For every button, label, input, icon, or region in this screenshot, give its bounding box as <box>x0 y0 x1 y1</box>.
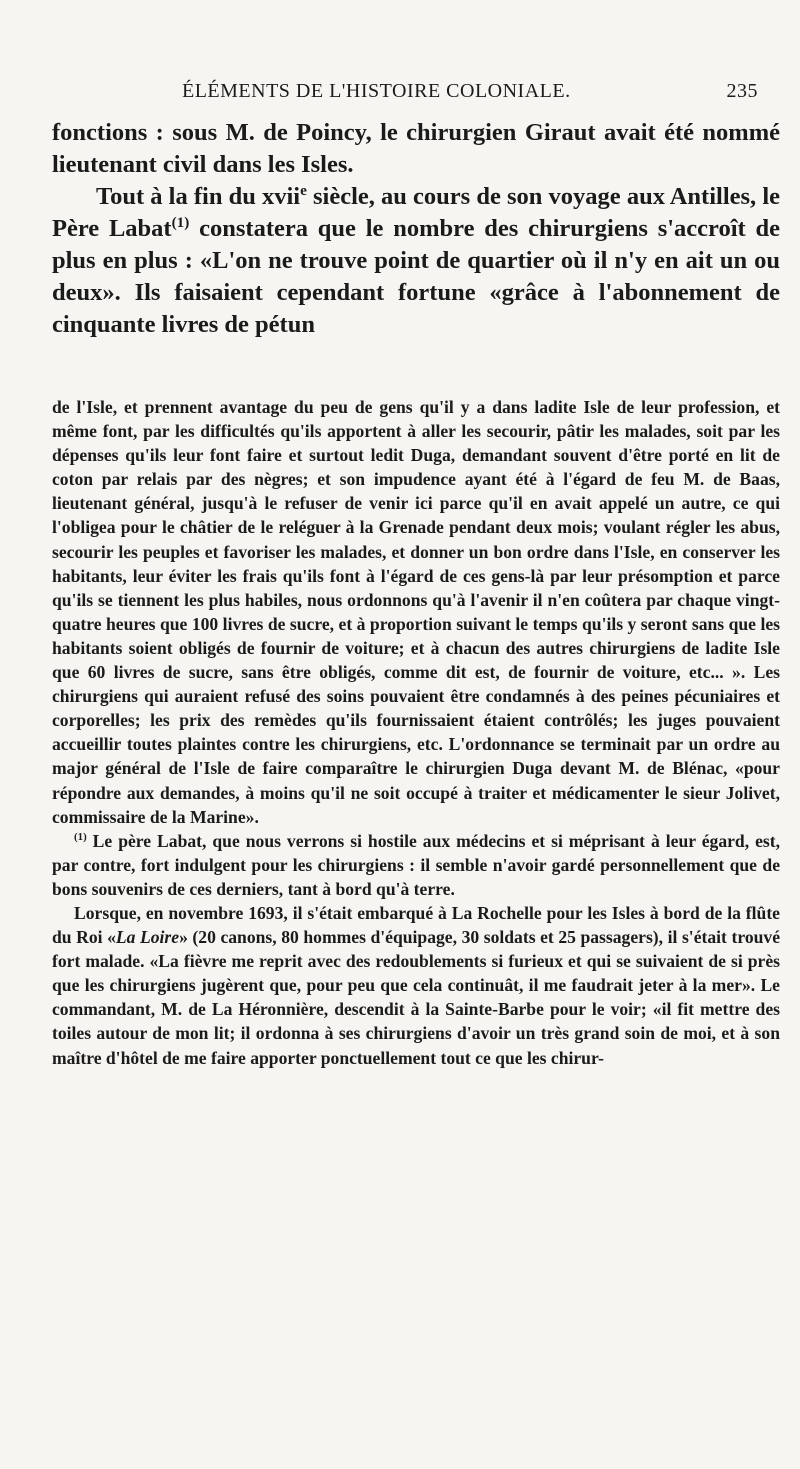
main-paragraph-2-start: Tout à la fin du xvii <box>96 183 301 210</box>
footnote-reference-1: (1) <box>171 213 190 231</box>
footnote-continuation <box>52 395 780 829</box>
footnotes <box>52 395 780 1070</box>
running-title: ÉLÉMENTS DE L'HISTOIRE COLONIALE. <box>182 80 571 102</box>
footnote-1-text: Le père Labat, que nous verrons si hostile aux médecins et si méprisant à leur égard, est, par contre, fort indulgent pour les chirurgiens : il semble n'avoir gardé personnellement que de bons souvenirs de ces derniers, tant à bord qu'à terre. <box>52 830 780 899</box>
ordinal-superscript: e <box>300 181 307 199</box>
main-text <box>52 117 780 341</box>
ship-name: La Loire <box>115 927 180 948</box>
footnote-1-marker: (1) <box>74 830 87 843</box>
footnote-1 <box>52 829 780 901</box>
main-paragraph-2-middle: siècle, au cours de son voyage aux Antilles, le Père Labat <box>52 183 780 242</box>
footnote-1b-start: Lorsque, en novembre 1693, il s'était embarqué à La Rochelle pour les Isles à bord de la flûte du Roi « <box>52 902 780 948</box>
footnote-continuation-text: de l'Isle, et prennent avantage du peu de gens qu'il y a dans ladite Isle de leur profession, et même font, par les difficultés qu'ils apportent à aller les secourir, pâtir les malades, soit par les dépenses qu'ils leur font faire et surtout ledit Duga, demandant souvent d'être porté en lit de coton par relais par des nègres; et son impudence ayant été à l'égard de feu M. de Baas, lieutenant général, jusqu'à le refuser de venir ici parce qu'il en avait appelé un autre, ce qui l'obligea pour le châtier de le reléguer à la Grenade pendant deux mois; voulant régler les abus, secourir les peuples et favoriser les malades, et donner un bon ordre dans l'Isle, en conserver les habitants, leur éviter les frais qu'ils font à l'égard de ces gens-là par leur présomption et parce qu'ils se tiennent les plus habiles, nous ordonnons qu'à l'avenir il n'en coûtera par chaque vingt-quatre heures que 100 livres de sucre, et à proportion suivant le temps qu'ils y seront sans que les habitants soient obligés de fournir de voiture; et à chacun des autres chirurgiens de ladite Isle que 60 livres de sucre, sans être obligés, comme dit est, de fournir de voiture, etc... ». Les chirurgiens qui auraient refusé des soins pouvaient être condamnés à des peines pécuniaires et corporelles; les prix des remèdes qu'ils fournissaient étaient contrôlés; les juges pouvaient accueillir toutes plaintes contre les chirurgiens, etc. L'ordonnance se terminait par un ordre au major général de l'Isle de faire comparaître le chirurgien Duga devant M. de Blénac, «pour répondre aux demandes, à moins qu'il ne soit occupé à traiter et médicamenter le sieur Jolivet, commissaire de la Marine». <box>52 397 780 827</box>
page-header <box>52 80 770 108</box>
page-number: 235 <box>726 80 758 102</box>
footnote-1-continued <box>52 901 780 1070</box>
main-paragraph-1 <box>52 117 780 181</box>
footnote-1b-end: » (20 canons, 80 hommes d'équipage, 30 soldats et 25 passagers), il s'était trouvé fort malade. «La fièvre me reprit avec des redoublements si furieux et qui se suivaient de si près que les chirurgiens jugèrent que, pour peu que cela continuât, il me faudrait jeter à la mer». Le commandant, M. de La Héronnière, descendit à la Sainte-Barbe pour le voir; «il fit mettre des toiles autour de mon lit; il ordonna à ses chirurgiens d'avoir un très grand soin de moi, et à son maître d'hôtel de me faire apporter ponctuellement tout ce que les chirur- <box>52 927 781 1068</box>
main-paragraph-1-text: fonctions : sous M. de Poincy, le chirurgien Giraut avait été nommé lieutenant civil dans les Isles. <box>52 119 780 178</box>
main-paragraph-2-end: constatera que le nombre des chirurgiens s'accroît de plus en plus : «L'on ne trouve point de quartier où il n'y en ait un ou deux». Ils faisaient cependant fortune «grâce à l'abonnement de cinquante livres de pétun <box>52 215 780 338</box>
main-paragraph-2 <box>52 181 780 341</box>
